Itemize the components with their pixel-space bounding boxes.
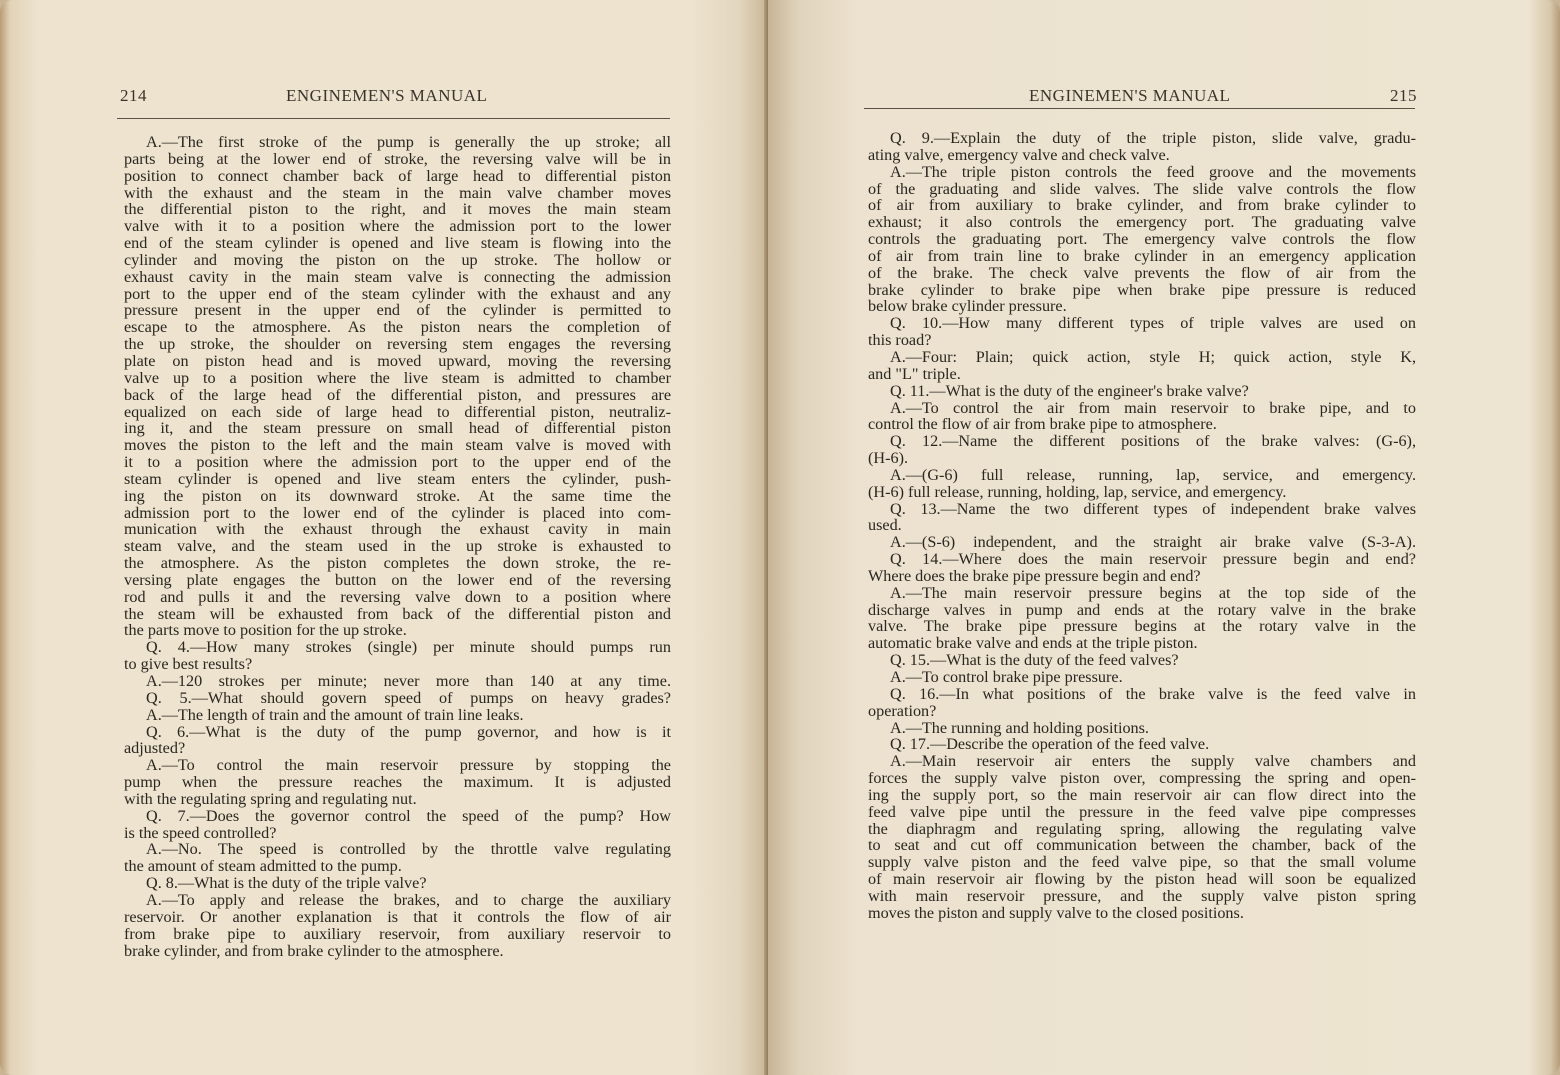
right-text-line: (H-6).	[868, 449, 909, 468]
left-text-line: the differential piston to the right, and it moves the main steam	[124, 200, 671, 219]
left-text-line: brake cylinder, and from brake cylinder to the atmosphere.	[124, 941, 504, 960]
right-text-line: A.—Four: Plain; quick action, style H; quick action, style K,	[890, 347, 1416, 366]
right-text-line: (H-6) full release, running, holding, lap, service, and emergency.	[868, 482, 1287, 501]
right-text-line: Q. 13.—Name the two different types of independent brake valves	[890, 499, 1416, 518]
right-text-line: the diaphragm and regulating spring, allowing the regulating valve	[868, 819, 1416, 838]
left-text-line: A.—120 strokes per minute; never more than 140 at any time.	[146, 672, 671, 690]
right-text-line: A.—The triple piston controls the feed groove and the movements	[890, 162, 1416, 181]
left-text-line: Q. 7.—Does the governor control the speed of the pump? How	[146, 806, 671, 825]
left-text-line: Q. 6.—What is the duty of the pump governor, and how is it	[146, 722, 671, 741]
right-text-line: Q. 14.—Where does the main reservoir pressure begin and end?	[890, 550, 1416, 569]
right-text-line: automatic brake valve and ends at the triple piston.	[868, 634, 1198, 653]
left-body-text	[124, 134, 671, 959]
left-text-line: cylinder and moving the piston on the up stroke. The hollow or	[124, 250, 671, 269]
left-text-line: ing the piston on its downward stroke. At the same time the	[124, 486, 671, 505]
left-text-line: adjusted?	[124, 739, 186, 758]
right-text-line: used.	[868, 516, 902, 535]
left-text-line: A.—The first stroke of the pump is generally the up stroke; all	[146, 133, 671, 151]
right-text-line: A.—The main reservoir pressure begins at the top side of the	[890, 583, 1416, 602]
left-text-line: moves the piston to the left and the main steam valve is moved with	[124, 436, 671, 455]
right-text-line: of air from auxiliary to brake cylinder, and from brake cylinder to	[868, 196, 1416, 215]
right-text-line: control the flow of air from brake pipe to atmosphere.	[868, 415, 1217, 434]
left-text-line: versing plate engages the button on the lower end of the reversing	[124, 570, 671, 589]
right-text-line: A.—Main reservoir air enters the supply valve chambers and	[890, 752, 1416, 771]
right-page-number: 215	[1390, 86, 1417, 105]
left-text-line: admission port to the lower end of the cylinder is placed into com-	[124, 503, 671, 522]
right-running-header: ENGINEMEN'S MANUAL	[1029, 86, 1231, 105]
left-text-line: steam cylinder is opened and live steam enters the cylinder, push-	[124, 469, 671, 488]
right-text-line: of the graduating and slide valves. The slide valve controls the flow	[868, 179, 1416, 198]
right-text-line: A.—To control brake pipe pressure.	[890, 668, 1123, 686]
right-text-line: A.—(S-6) independent, and the straight air brake valve (S-3-A).	[890, 533, 1416, 552]
left-text-line: plate on piston head and is moved upward, moving the reversing	[124, 351, 671, 370]
left-text-line: reservoir. Or another explanation is that it controls the flow of air	[124, 907, 671, 926]
left-header-rule	[117, 118, 670, 119]
right-text-line: A.—(G-6) full release, running, lap, service, and emergency.	[890, 465, 1416, 484]
left-text-line: pressure present in the upper end of the cylinder is permitted to	[124, 301, 671, 320]
right-text-line: Q. 16.—In what positions of the brake valve is the feed valve in	[890, 684, 1416, 703]
right-text-line: Q. 15.—What is the duty of the feed valves?	[890, 651, 1179, 670]
left-page	[0, 0, 768, 1075]
left-text-line: Q. 5.—What should govern speed of pumps on heavy grades?	[146, 688, 671, 707]
left-text-line: parts being at the lower end of stroke, the reversing valve will be in	[124, 149, 671, 168]
right-text-line: and "L" triple.	[868, 364, 961, 383]
left-text-line: A.—The length of train and the amount of train line leaks.	[146, 705, 524, 724]
left-text-line: A.—No. The speed is controlled by the throttle valve regulating	[146, 840, 671, 859]
right-text-line: valve. The brake pipe pressure begins at the rotary valve in the	[868, 617, 1416, 636]
left-text-line: A.—To control the main reservoir pressure by stopping the	[146, 756, 671, 775]
right-text-line: Q. 9.—Explain the duty of the triple piston, slide valve, gradu-	[890, 129, 1416, 147]
left-text-line: escape to the atmosphere. As the piston nears the completion of	[124, 318, 671, 337]
right-text-line: forces the supply valve piston over, compressing the spring and open-	[868, 769, 1416, 788]
right-text-line: A.—The running and holding positions.	[890, 718, 1149, 737]
right-text-line: A.—To control the air from main reservoir to brake pipe, and to	[890, 398, 1416, 417]
right-text-line: of air from train line to brake cylinder in an emergency application	[868, 246, 1416, 265]
left-text-line: valve up to a position where the live steam is admitted to chamber	[124, 368, 671, 387]
right-text-line: ating valve, emergency valve and check valve.	[868, 145, 1170, 164]
left-text-line: port to the upper end of the steam cylinder with the exhaust and any	[124, 284, 671, 303]
right-text-line: with main reservoir pressure, and the supply valve piston spring	[868, 886, 1416, 905]
left-text-line: to give best results?	[124, 655, 253, 674]
left-text-line: the parts move to position for the up stroke.	[124, 621, 407, 640]
right-text-line: of main reservoir air flowing by the piston head will soon be equalized	[868, 870, 1416, 889]
right-text-line: controls the graduating port. The emergency valve controls the flow	[868, 230, 1416, 249]
right-text-line: Where does the brake pipe pressure begin and end?	[868, 566, 1201, 585]
left-text-line: it to a position where the admission port to the upper end of the	[124, 453, 671, 472]
right-text-line: moves the piston and supply valve to the closed positions.	[868, 903, 1244, 922]
left-text-line: from brake pipe to auxiliary reservoir, from auxiliary reservoir to	[124, 924, 671, 943]
right-text-line: Q. 11.—What is the duty of the engineer's brake valve?	[890, 381, 1249, 400]
right-text-line: this road?	[868, 331, 932, 350]
right-text-line: ing the supply port, so the main reservoir air can flow direct into the	[868, 785, 1416, 804]
right-text-line: below brake cylinder pressure.	[868, 297, 1067, 316]
left-text-line: valve with it to a position where the admission port to the lower	[124, 217, 671, 236]
left-text-line: the amount of steam admitted to the pump.	[124, 857, 402, 876]
right-text-line: of the brake. The check valve prevents the flow of air from the	[868, 263, 1416, 282]
left-text-line: the up stroke, the shoulder on reversing stem engages the reversing	[124, 335, 671, 354]
left-text-line: Q. 8.—What is the duty of the triple valve?	[146, 874, 427, 893]
left-running-header: ENGINEMEN'S MANUAL	[286, 86, 488, 105]
left-page-number: 214	[120, 86, 147, 105]
left-text-line: Q. 4.—How many strokes (single) per minute should pumps run	[146, 638, 671, 657]
right-text-line: exhaust; it also controls the emergency port. The graduating valve	[868, 213, 1416, 232]
left-text-line: pump when the pressure reaches the maximum. It is adjusted	[124, 773, 671, 792]
left-text-line: steam valve, and the steam used in the up stroke is exhausted to	[124, 537, 671, 556]
right-text-line: feed valve pipe until the pressure in the feed valve pipe compresses	[868, 802, 1416, 821]
left-text-line: is the speed controlled?	[124, 823, 277, 842]
left-text-line: the steam will be exhausted from back of the differential piston and	[124, 604, 671, 623]
right-body-text	[868, 130, 1416, 922]
left-text-line: ing it, and the steam pressure on small head of differential piston	[124, 419, 671, 438]
left-text-line: munication with the exhaust through the exhaust cavity in main	[124, 520, 671, 539]
left-text-line: rod and pulls it and the reversing valve down to a position where	[124, 587, 671, 606]
left-text-line: with the regulating spring and regulating nut.	[124, 789, 417, 808]
right-page	[768, 0, 1560, 1075]
right-text-line: brake cylinder to brake pipe when brake pipe pressure is reduced	[868, 280, 1416, 299]
right-text-line: operation?	[868, 701, 937, 720]
right-text-line: Q. 17.—Describe the operation of the feed valve.	[890, 735, 1210, 754]
left-text-line: end of the steam cylinder is opened and live steam is flowing into the	[124, 234, 671, 253]
right-text-line: supply valve piston and the feed valve pipe, so that the small volume	[868, 853, 1416, 872]
left-text-line: with the exhaust and the steam in the main valve chamber moves	[124, 183, 671, 202]
right-text-line: Q. 10.—How many different types of triple valves are used on	[890, 314, 1416, 333]
left-text-line: the atmosphere. As the piston completes the down stroke, the re-	[124, 554, 671, 573]
left-text-line: exhaust cavity in the main steam valve is connecting the admission	[124, 267, 671, 286]
right-text-line: to seat and cut off communication between the chamber, back of the	[868, 836, 1416, 855]
left-text-line: back of the large head of the differential piston, and pressures are	[124, 385, 671, 404]
right-text-line: discharge valves in pump and ends at the rotary valve in the brake	[868, 600, 1416, 619]
right-text-line: Q. 12.—Name the different positions of the brake valves: (G-6),	[890, 432, 1416, 451]
left-text-line: equalized on each side of large head to differential piston, neutraliz-	[124, 402, 671, 421]
right-header-rule	[864, 108, 1415, 109]
left-text-line: position to connect chamber back of large head to differential piston	[124, 166, 671, 185]
left-text-line: A.—To apply and release the brakes, and to charge the auxiliary	[146, 890, 671, 909]
